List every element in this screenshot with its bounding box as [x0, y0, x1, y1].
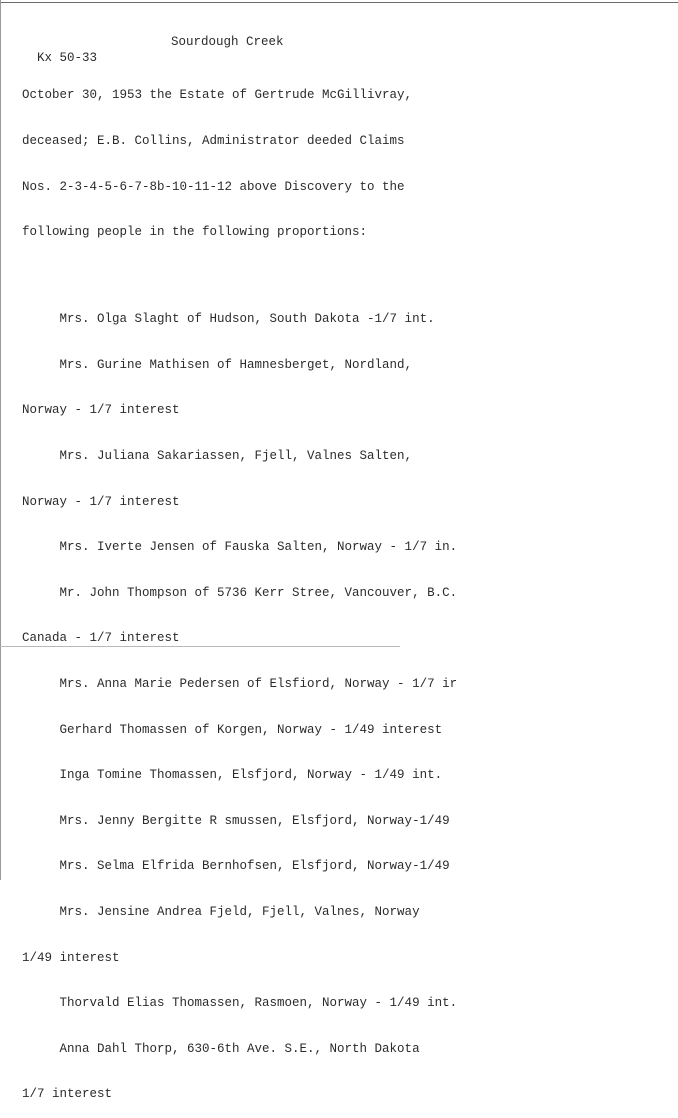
intro-line: October 30, 1953 the Estate of Gertrude McGillivray,	[22, 88, 413, 103]
entry-line: Mrs. Anna Marie Pedersen of Elsfiord, Norway - 1/7 ir	[22, 676, 458, 691]
entry-line: Gerhard Thomassen of Korgen, Norway - 1/49 interest	[22, 722, 443, 737]
entry-line: 1/49 interest	[22, 950, 120, 965]
left-page-edge	[0, 0, 1, 880]
entry-line: Mrs. Selma Elfrida Bernhofsen, Elsfjord, Norway-1/49	[22, 859, 450, 874]
entry-line: Mrs. Jenny Bergitte R smussen, Elsfjord, Norway-1/49	[22, 813, 450, 828]
document-body	[22, 58, 662, 1118]
document-title: Sourdough Creek	[171, 35, 284, 49]
entry-line: Thorvald Elias Thomassen, Rasmoen, Norway - 1/49 int.	[22, 996, 458, 1011]
paragraph-gap	[22, 271, 662, 282]
intro-line: Nos. 2-3-4-5-6-7-8b-10-11-12 above Discovery to the	[22, 179, 405, 194]
entry-line: Mrs. Juliana Sakariassen, Fjell, Valnes Salten,	[22, 448, 413, 463]
entry-line: 1/7 interest	[22, 1087, 113, 1102]
entry-line: Norway - 1/7 interest	[22, 494, 180, 509]
entry-line: Anna Dahl Thorp, 630-6th Ave. S.E., North Dakota	[22, 1041, 420, 1056]
intro-line: deceased; E.B. Collins, Administrator deeded Claims	[22, 134, 405, 148]
entry-line: Mrs. Olga Slaght of Hudson, South Dakota -1/7 int.	[22, 312, 435, 327]
top-border-line	[0, 2, 678, 3]
intro-line: following people in the following proportions:	[22, 225, 368, 240]
entry-line: Mrs. Iverte Jensen of Fauska Salten, Norway - 1/7 in.	[22, 540, 458, 555]
entry-line: Mrs. Jensine Andrea Fjeld, Fjell, Valnes, Norway	[22, 904, 420, 919]
entry-line: Mrs. Gurine Mathisen of Hamnesberget, Nordland,	[22, 357, 413, 372]
file-number: Kx 50-33	[37, 51, 98, 65]
entry-line: Norway - 1/7 interest	[22, 403, 180, 418]
entry-line: Canada - 1/7 interest	[22, 631, 180, 646]
entry-line: Mr. John Thompson of 5736 Kerr Stree, Vancouver, B.C.	[22, 585, 458, 600]
entry-line: Inga Tomine Thomassen, Elsfjord, Norway - 1/49 int.	[22, 768, 443, 783]
